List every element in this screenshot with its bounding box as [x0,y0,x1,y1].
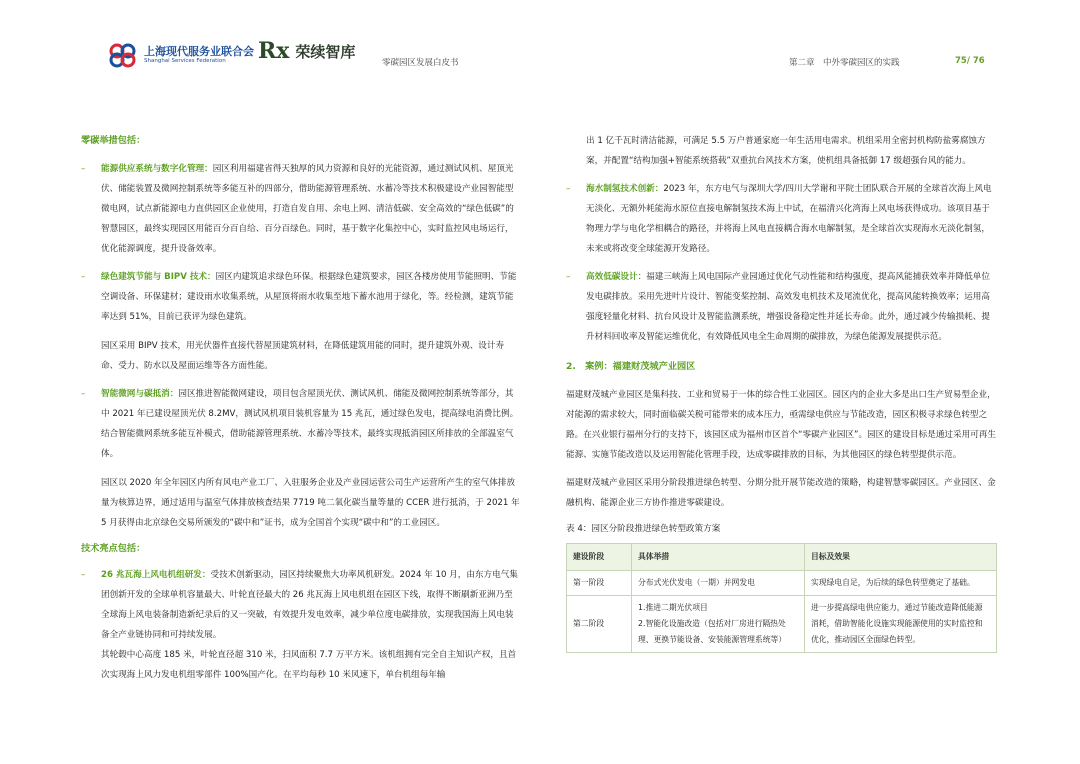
table-header: 具体举措 [632,544,805,571]
table-cell: 进一步提高绿电供应能力，通过节能改造降低能源消耗，借助智能化设施实现能源使用的实时监控和优化，推动园区全面绿色转型。 [805,596,997,653]
page-number: 75/ 76 [955,56,985,66]
case-paragraph-1: 福建财茂城产业园区是集科技、工业和贸易于一体的综合性工业园区。园区内的企业大多是出口生产贸易型企业，对能源的需求较大，同时面临碳关税可能带来的成本压力，亟需绿电供应与节能改造，园区积极寻求绿色转型之路。在兴业银行福州分行的支持下，该园区成为福州市区首个“零碳产业园区”。园区的建设目标是通过采用可再生能源、实施节能改造以及运用智能化管理手段，达成零碳排放的目标，为其他园区的绿色转型提供示范。 [566,390,997,460]
bullet-title: 能源供应系统与数字化管理： [101,164,213,174]
bullet-energy-system [81,159,520,259]
highlights-heading: 技术亮点包括： [81,543,146,554]
turbine-spec-paragraph: 其轮毂中心高度 185 米，叶轮直径超 310 米，扫风面积 7.7 万平方米。该机组拥有完全自主知识产权，且首次实现海上风力发电机组零部件 100%国产化。在平均每秒 10 米风速下，单台机组每年输 [101,650,517,680]
rongxu-name: 荣续智库 [295,42,356,61]
bullet-microgrid [81,384,520,533]
measures-heading: 零碳举措包括： [81,135,146,146]
rongxu-logo [258,38,355,64]
case-heading: 2. 案例：福建财茂城产业园区 [566,361,696,372]
bullet-low-carbon-design [566,267,998,347]
table-cell: 实现绿电自足，为后续的绿色转型奠定了基础。 [805,571,997,596]
bullet-hydrogen [566,179,998,259]
federation-logo [108,40,254,70]
doc-title: 零碳园区发展白皮书 [382,58,459,68]
bullet-dash: – [566,272,571,282]
table-row [567,571,997,596]
federation-name-en: Shanghai Services Federation [144,58,226,65]
federation-name-cn: 上海现代服务业联合会 [144,44,254,58]
bullet-dash: – [81,389,86,399]
bullet-dash: – [81,164,86,174]
bullet-text: 2023 年，东方电气与深圳大学/四川大学谢和平院士团队联合开展的全球首次海上风电无淡化、无额外耗能海水原位直接电解制氢技术海上中试，在福清兴化湾海上风电场获得成功。该项目基于物理力学与电化学相耦合的路径，并将海上风电直接耦合海水电解制氢，是全球首次实现海水无淡化制氢，未来或将改变全球能源开发路径。 [586,184,992,254]
bullet-text: 园区推进智能微网建设，项目包含屋顶光伏、测试风机、储能及微网控制系统等部分，其中 2021 年已建设屋顶光伏 8.2MV，测试风机项目装机容量为 15 兆瓦，通过绿色发电，提高绿电消费比例。结合智能微网系统多能互补模式，借助能源管理系统、水蓄冷等技术，最终实现抵消园区所排放的全部温室气体。 [101,389,519,459]
bullet-title: 绿色建筑节能与 BIPV 技术： [101,272,216,282]
bullet-text: 福建三峡海上风电国际产业园通过优化气动性能和结构强度，提高风能捕获效率并降低单位发电碳排放。采用先进叶片设计、智能变桨控制、高效发电机技术及尾流优化，提高风能转换效率；运用高强度轻量化材料、抗台风设计及智能监测系统，增强设备稳定性并延长寿命。此外，通过减少传输损耗、提升材料回收率及智能运维优化，有效降低风电全生命周期的碳排放，为绿色能源发展提供示范。 [586,272,990,342]
chapter-title: 第二章 中外零碳园区的实践 [789,58,900,68]
bullet-text: 园区利用福建省得天独厚的风力资源和良好的光能资源，通过测试风机、屋顶光伏、储能装置及微网控制系统等多能互补的四部分，借助能源管理系统、水蓄冷等技术积极建设产业园智能型微电网，试点新能源电力直供园区企业使用，打造自发自用、余电上网、清洁低碳、安全高效的“绿色低碳”的智慧园区，最终实现园区用能百分百自给、百分百绿色。同时，基于数字化集控中心，实时监控风电场运行，优化能源调度，提升设备效率。 [101,164,514,254]
table-header: 目标及效果 [805,544,997,571]
table-cell: 1.推进二期光伏项目 2.智能化设施改造（包括对厂房进行隔热处理、更换节能设备、安装能源管理系统等） [632,596,805,653]
right-column [566,131,998,653]
carbon-offset-paragraph: 园区以 2020 年全年园区内所有风电产业工厂、入驻服务企业及产业园运营公司生产运营所产生的室气体排放量为核算边界，通过适用与温室气体排放核查结果 7719 吨二氧化碳当量等量的 CCER 进行抵消，于 2021 年 5 月获得由北京绿色交易所颁发的“碳中和”证书，成为全国首个实现“碳中和”的工业园区。 [101,478,520,528]
table-header: 建设阶段 [567,544,632,571]
bullet-text: 园区内建筑追求绿色环保。根据绿色建筑要求，园区各楼房使用节能照明、节能空调设备、环保建材；建设雨水收集系统，从屋顶将雨水收集至地下蓄水池用于绿化，等。经检测，建筑节能率达到 51%，目前已获评为绿色建筑。 [101,272,517,322]
table-caption: 表 4：园区分阶段推进绿色转型政策方案 [566,524,721,534]
bipv-paragraph: 园区采用 BIPV 技术，用光伏器件直接代替屋顶建筑材料，在降低建筑用能的同时，提升建筑外观、设计寿命、受力、防水以及屋面运维等各方面性能。 [101,341,505,371]
bullet-title: 26 兆瓦海上风电机组研发： [101,570,211,580]
bullet-dash: – [566,184,571,194]
policy-table [566,543,997,653]
federation-logo-icon [108,42,138,68]
turbine-continued-paragraph: 出 1 亿千瓦时清洁能源，可满足 5.5 万户普通家庭一年生活用电需求。机组采用全密封机构防盐雾腐蚀方案，并配置“结构加强+智能系统搭载”双重抗台风技术方案，使机组具备抵御 17 级超强台风的能力。 [586,136,986,166]
rongxu-mark: Rx [258,38,290,64]
left-column [81,131,520,685]
bullet-dash: – [81,570,86,580]
bullet-title: 智能微网与碳抵消： [101,389,179,399]
table-cell: 第二阶段 [567,596,632,653]
table-cell: 第一阶段 [567,571,632,596]
table-header-row [567,544,997,571]
bullet-title: 海水制氢技术创新： [586,184,664,194]
bullet-green-building [81,267,520,376]
bullet-26mw-turbine [81,565,520,685]
table-row [567,596,997,653]
table-cell: 分布式光伏发电（一期）并网发电 [632,571,805,596]
case-paragraph-2: 福建财茂城产业园区采用分阶段推进绿色转型、分期分批开展节能改造的策略，构建智慧零碳园区。产业园区、金融机构、能源企业三方协作推进零碳建设。 [566,478,996,508]
bullet-dash: – [81,272,86,282]
bullet-title: 高效低碳设计： [586,272,647,282]
bullet-text: 受技术创新驱动，园区持续聚焦大功率风机研发。2024 年 10 月，由东方电气集团创新开发的全球单机容量最大、叶轮直径最大的 26 兆瓦海上风电机组在园区下线，取得不断刷新亚洲乃至全球海上风电装备制造新纪录后的又一突破，有效提升发电效率，减少单位度电碳排放，实现我国海上风电装备全产业链协同和可持续发展。 [101,570,518,640]
